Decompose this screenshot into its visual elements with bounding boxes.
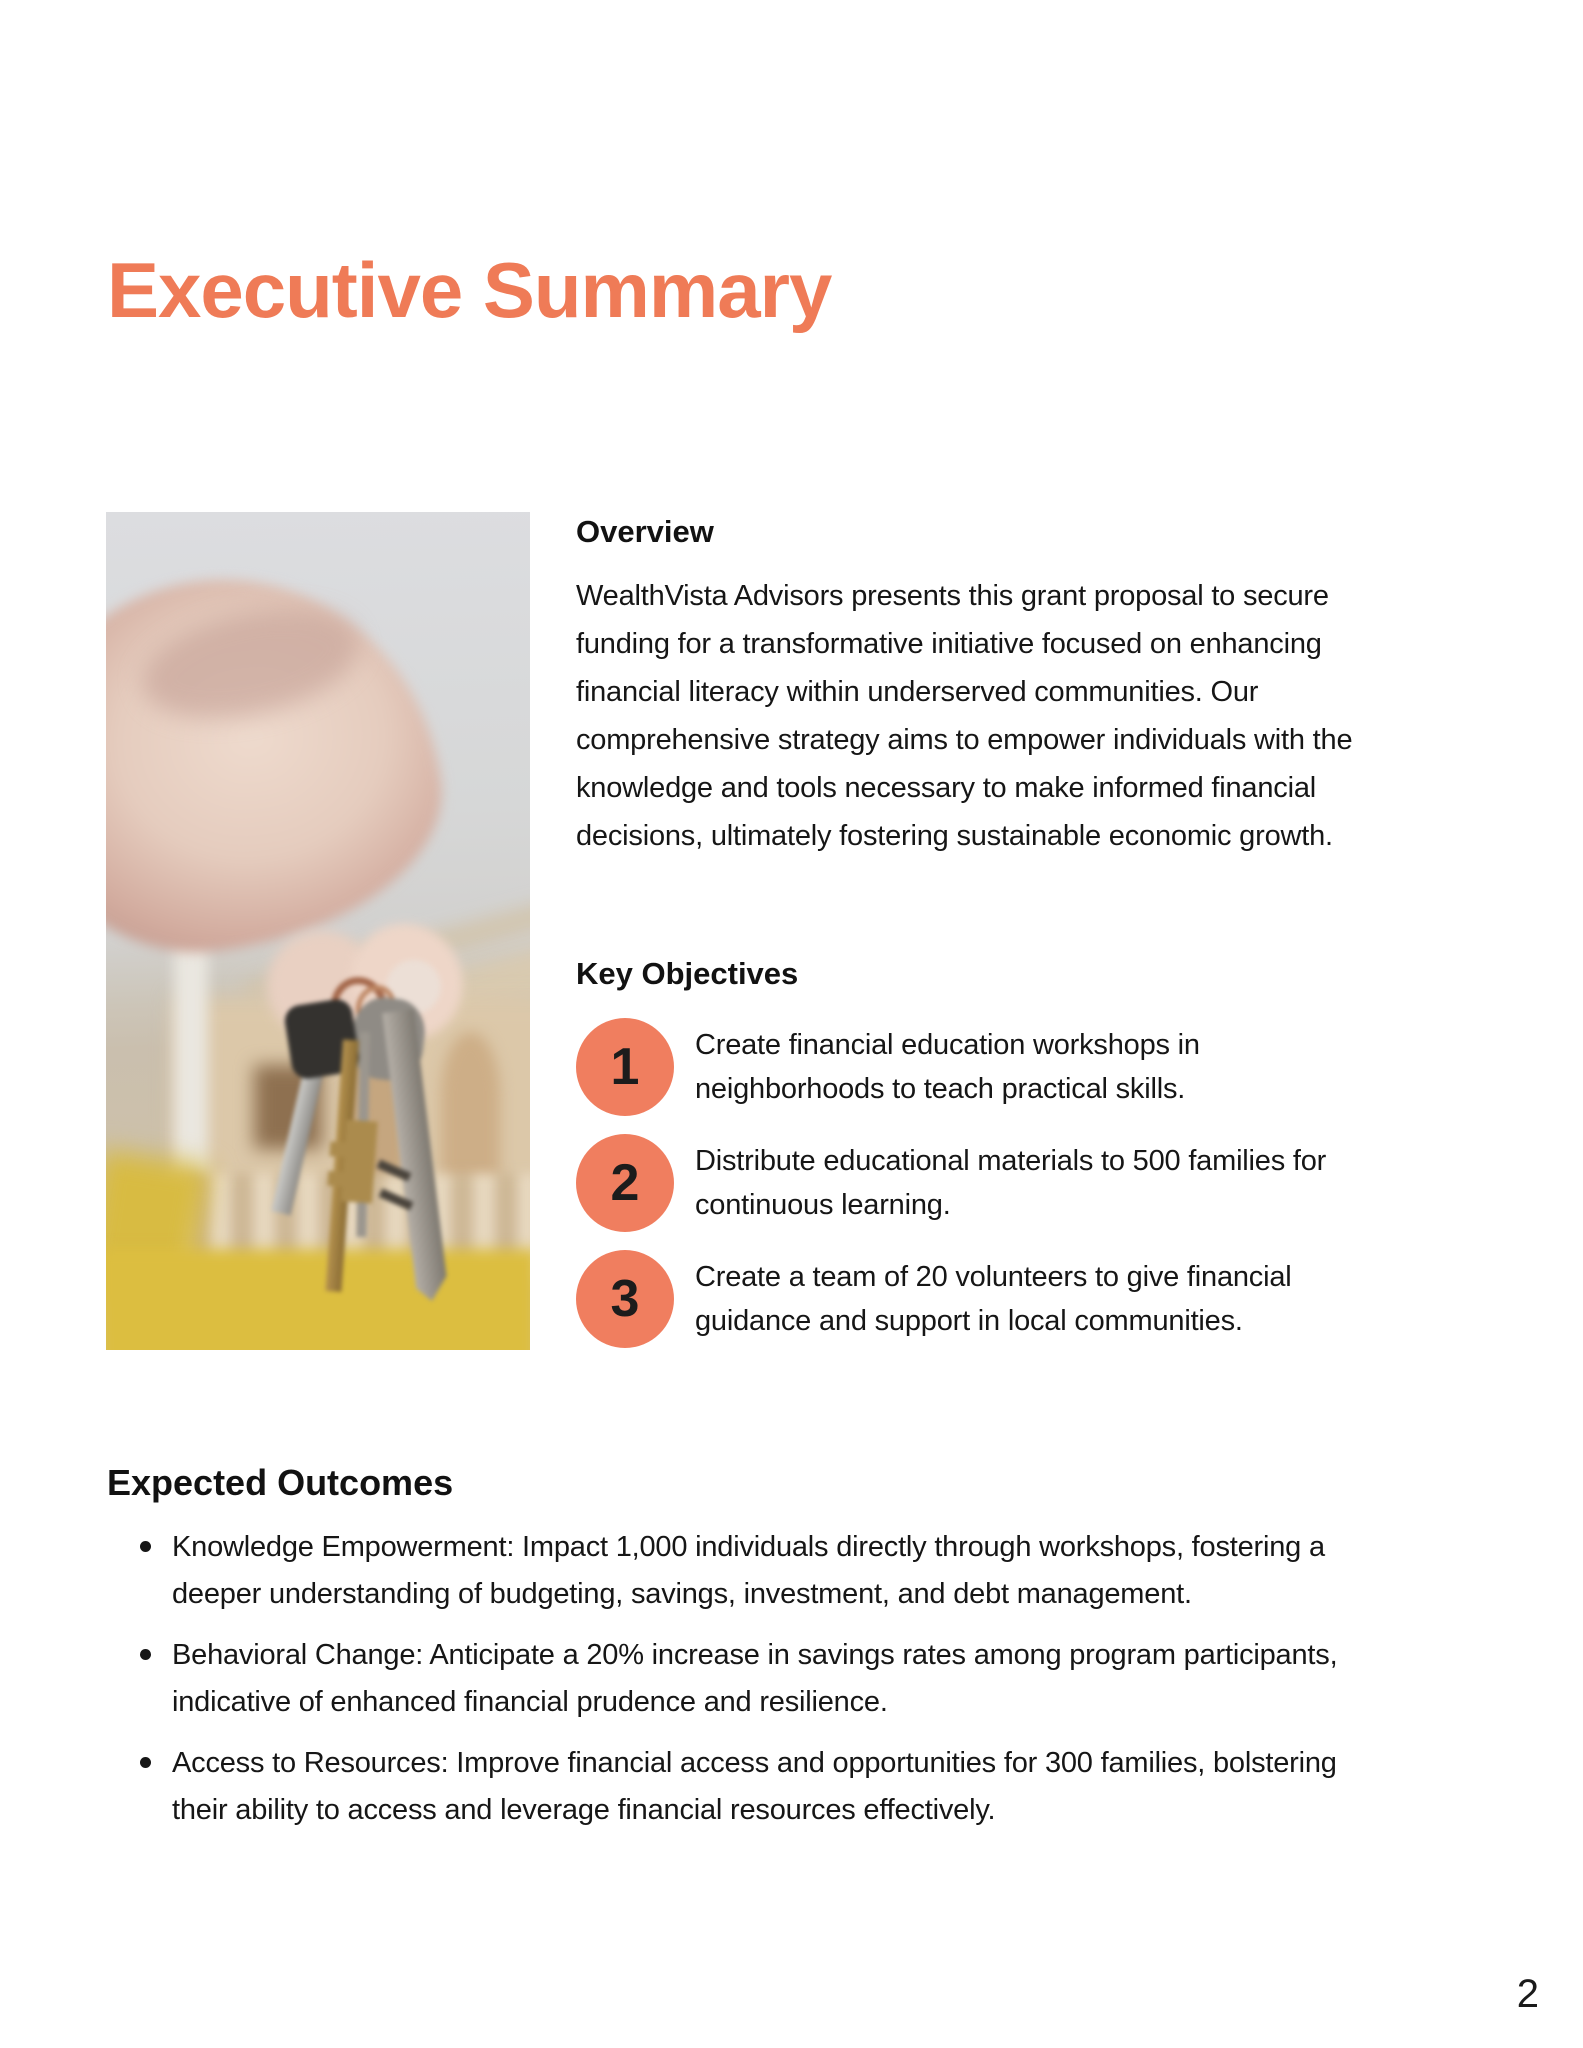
overview-paragraph xyxy=(576,572,1352,860)
outcome-item-3 xyxy=(140,1740,1337,1834)
objective-number-badge-2: 2 xyxy=(576,1134,674,1232)
photo-black-key-shaft xyxy=(271,1063,325,1216)
overview-line: decisions, ultimately fostering sustainable economic growth. xyxy=(576,820,1333,852)
bullet-dot xyxy=(140,1649,151,1660)
expected-outcomes-list xyxy=(140,1524,1337,1848)
expected-outcomes-heading: Expected Outcomes xyxy=(107,1462,454,1503)
page-title: Executive Summary xyxy=(107,246,832,334)
objective-text-2 xyxy=(695,1139,1326,1227)
objective-number-badge-1: 1 xyxy=(576,1018,674,1116)
outcome-item-1 xyxy=(140,1524,1337,1618)
outcome-text-3 xyxy=(172,1740,1337,1834)
objective-text-3 xyxy=(695,1255,1292,1343)
outcome-text-2 xyxy=(172,1632,1337,1726)
overview-heading: Overview xyxy=(576,514,714,549)
outcome-item-2 xyxy=(140,1632,1337,1726)
key-objectives-list xyxy=(576,1018,1326,1348)
objective-line: Create a team of 20 volunteers to give financial xyxy=(695,1261,1292,1293)
outcome-text-1 xyxy=(172,1524,1325,1618)
bullet-dot xyxy=(140,1757,151,1768)
photo-flat-steel-key xyxy=(382,1009,449,1303)
outcome-line: deeper understanding of budgeting, savings, investment, and debt management. xyxy=(172,1578,1192,1610)
objective-line: guidance and support in local communities. xyxy=(695,1305,1243,1337)
objective-number-badge-3: 3 xyxy=(576,1250,674,1348)
objective-line: Distribute educational materials to 500 families for xyxy=(695,1145,1327,1177)
overview-line: funding for a transformative initiative focused on enhancing xyxy=(576,628,1322,660)
photo-hand-with-keys xyxy=(106,512,530,1350)
outcome-line: Access to Resources: Improve financial access and opportunities for 300 families, bolstering xyxy=(172,1747,1337,1779)
outcome-line: Behavioral Change: Anticipate a 20% increase in savings rates among program participants, xyxy=(172,1639,1338,1671)
page-number: 2 xyxy=(1516,1972,1539,2016)
objective-row-2 xyxy=(576,1134,1326,1232)
outcome-line: Knowledge Empowerment: Impact 1,000 individuals directly through workshops, fostering a xyxy=(172,1531,1325,1563)
bullet-dot xyxy=(140,1541,151,1552)
outcome-line: indicative of enhanced financial prudence and resilience. xyxy=(172,1686,888,1718)
photo-keys-group xyxy=(106,512,530,1350)
outcome-line: their ability to access and leverage financial resources effectively. xyxy=(172,1794,996,1826)
overview-line: comprehensive strategy aims to empower individuals with the xyxy=(576,724,1353,756)
objective-row-1 xyxy=(576,1018,1326,1116)
objective-text-1 xyxy=(695,1023,1200,1111)
objective-row-3 xyxy=(576,1250,1326,1348)
overview-line: WealthVista Advisors presents this grant proposal to secure xyxy=(576,580,1329,612)
objective-line: continuous learning. xyxy=(695,1189,951,1221)
overview-line: knowledge and tools necessary to make informed financial xyxy=(576,772,1316,804)
key-objectives-heading: Key Objectives xyxy=(576,956,799,991)
overview-line: financial literacy within underserved communities. Our xyxy=(576,676,1259,708)
objective-line: Create financial education workshops in xyxy=(695,1029,1200,1061)
objective-line: neighborhoods to teach practical skills. xyxy=(695,1073,1186,1105)
